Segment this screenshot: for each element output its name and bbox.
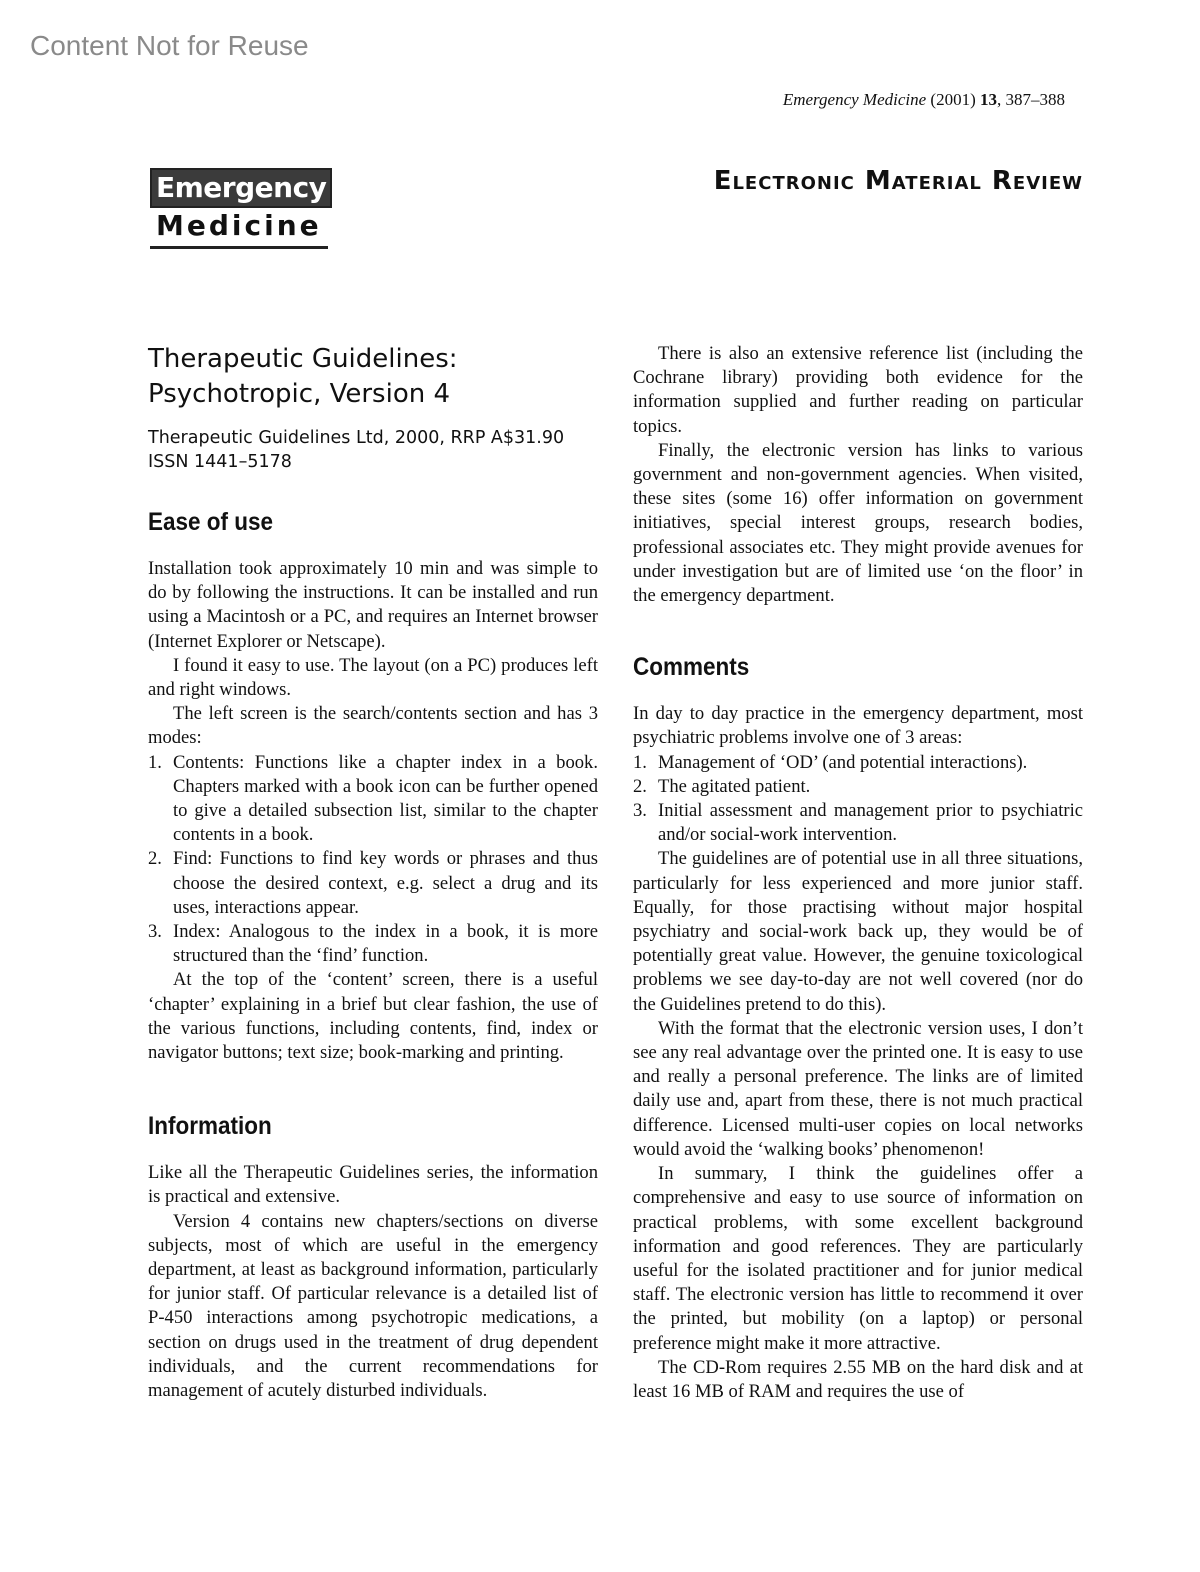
- list-item: [148, 751, 598, 848]
- paragraph: I found it easy to use. The layout (on a PC) produces left and right windows.: [148, 654, 598, 701]
- paragraph: With the format that the electronic version uses, I don’t see any real advantage over the printed one. It is easy to use and really a personal preference. The links are of limited daily use and, apart from these, there is not much practical difference. Licensed multi-user copies on local networks would avoid the ‘walking books’ phenomenon!: [633, 1017, 1083, 1160]
- list-number: 3.: [148, 921, 162, 943]
- list-number: 2.: [633, 775, 647, 797]
- paragraph: The CD-Rom requires 2.55 MB on the hard disk and at least 16 MB of RAM and requires the use of: [633, 1356, 1083, 1402]
- paragraph: The left screen is the search/contents section and has 3 modes:: [148, 703, 598, 749]
- paragraph: The guidelines are of potential use in all three situations, particularly for less experienced and more junior staff. Equally, for those practising without major hospital psychiatry and social-work back up, they would be of potentially great value. However, the genuine toxicological problems we see day-to-day are not well covered (nor do the Guidelines pretend to do this).: [633, 848, 1083, 1015]
- article-title: [148, 342, 598, 412]
- citation-volume: 13: [980, 90, 997, 109]
- list-item: [148, 847, 598, 920]
- title-line2: Psychotropic, Version 4: [148, 379, 451, 409]
- list-item: [148, 920, 598, 968]
- journal-citation: [783, 90, 1065, 110]
- list-number: 1.: [633, 751, 647, 773]
- logo-underline: [150, 246, 328, 249]
- issn: ISSN 1441–5178: [148, 452, 292, 472]
- citation-pages: , 387–388: [997, 90, 1065, 109]
- paragraph: Like all the Therapeutic Guidelines series, the information is practical and extensive.: [148, 1162, 598, 1208]
- watermark: Content Not for Reuse: [30, 30, 309, 61]
- journal-name: Emergency Medicine: [782, 90, 927, 109]
- paragraph: Finally, the electronic version has links to various government and non-government agencies. When visited, these sites (some 16) offer information on government initiatives, special interest groups, research bodies, professional associates etc. They might provide avenues for under investigation but are of limited use ‘on the floor’ in the emergency department.: [633, 439, 1083, 607]
- paragraph: At the top of the ‘content’ screen, there is a useful ‘chapter’ explaining in a brief but clear fashion, the use of the various functions, including contents, find, index or navigator buttons; text size; book-marking and printing.: [148, 969, 598, 1064]
- paragraph: Version 4 contains new chapters/sections on diverse subjects, most of which are useful in the emergency department, at least as background information, particularly for junior staff. Of particular relevance is a detailed list of P-450 interactions among psychotropic medications, a section on drugs used in the treatment of drug dependent individuals, and the current recommendations for management of acutely disturbed individuals.: [148, 1210, 598, 1402]
- list-number: 1.: [148, 751, 162, 773]
- heading-ease-of-use: Ease of use: [148, 508, 274, 536]
- list-number: 2.: [148, 848, 162, 870]
- section-label: Electronic Material Review: [713, 166, 1083, 196]
- modes-list: [148, 751, 598, 969]
- list-item: [633, 751, 1083, 775]
- logo-line1: Emergency: [150, 168, 332, 208]
- paragraph: In summary, I think the guidelines offer a comprehensive and easy to use source of information on practical problems, with some excellent background information and good references. They are particularly useful for the isolated practitioner and for junior medical staff. The electronic version has little to recommend it over the printed, but mobility (on a laptop) or personal preference might make it more attractive.: [633, 1163, 1083, 1354]
- list-text: Initial assessment and management prior to psychiatric and/or social-work intervention.: [658, 800, 1083, 846]
- list-text: Contents: Functions like a chapter index in a book. Chapters marked with a book icon can be further opened to give a detailed subsection list, similar to the chapter contents in a book.: [173, 751, 598, 846]
- right-column: [633, 342, 1083, 1404]
- list-item: [633, 775, 1083, 799]
- citation-year: (2001): [926, 90, 980, 109]
- list-number: 3.: [633, 800, 647, 822]
- areas-list: [633, 751, 1083, 848]
- logo-line2: Medicine: [156, 209, 322, 242]
- paragraph: In day to day practice in the emergency department, most psychiatric problems involve one of 3 areas:: [633, 703, 1083, 749]
- paragraph: Installation took approximately 10 min and was simple to do by following the instructions. It can be installed and run using a Macintosh or a PC, and requires an Internet browser (Internet Explorer or Netscape).: [148, 558, 598, 652]
- list-text: The agitated patient.: [658, 775, 811, 797]
- left-column: [148, 342, 598, 1403]
- heading-information: Information: [148, 1112, 272, 1141]
- list-text: Index: Analogous to the index in a book, it is more structured than the ‘find’ function.: [173, 921, 598, 967]
- title-line1: Therapeutic Guidelines:: [148, 344, 458, 374]
- heading-comments: Comments: [633, 653, 750, 682]
- list-text: Find: Functions to find key words or phrases and thus choose the desired context, e.g. select a drug and its uses, interactions appear.: [173, 848, 598, 918]
- list-text: Management of ‘OD’ (and potential interactions).: [658, 751, 1028, 773]
- publisher-info: Therapeutic Guidelines Ltd, 2000, RRP A$31.90: [148, 428, 565, 448]
- journal-logo: [150, 168, 330, 249]
- paragraph: There is also an extensive reference list (including the Cochrane library) providing both evidence for the information supplied and further reading on particular topics.: [633, 343, 1083, 437]
- list-item: [633, 799, 1083, 847]
